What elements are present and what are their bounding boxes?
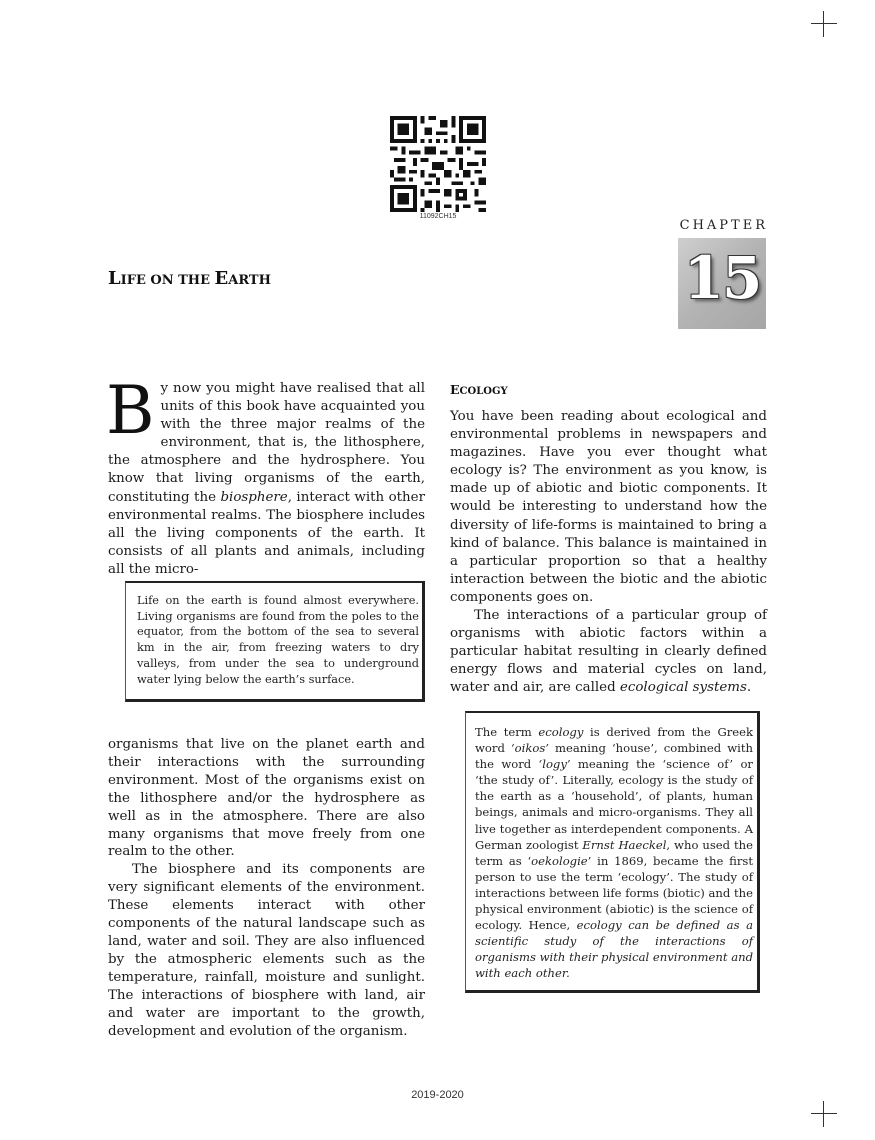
eco-systems-end: . <box>746 680 752 696</box>
chapter-title <box>108 268 271 289</box>
left-column-continued <box>108 736 425 1040</box>
intro-italic-term: biosphere <box>220 489 288 505</box>
section-heading-ecology <box>450 382 508 397</box>
box2-text-1: The term <box>475 725 539 739</box>
box2-italic-4: Ernst Haeckel <box>582 837 667 852</box>
paragraph-organisms: organisms that live on the planet earth and their interactions with the surrounding environment. Most of the organisms exist on the lithosphere and/or the hydrosphere as well as in the atmosphere. There are also many organisms that move freely from one realm to the other. <box>108 737 425 860</box>
box2-text-2: is derived from the Greek word <box>475 725 753 756</box>
chapter-number-box <box>678 238 766 329</box>
crop-mark-top-right <box>811 11 837 37</box>
box2-text-6: ’ in 1869, became the first person to use the term ‘ecology’. The study of interactions between life forms (biotic) and the physical environment (abiotic) is the science of ecology. Hence, <box>475 853 753 933</box>
drop-cap: B <box>106 372 155 449</box>
info-box-life-on-earth <box>125 581 425 702</box>
title-initial-1: L <box>108 268 121 289</box>
paragraph-ecology-intro: You have been reading about ecological and environmental problems in newspapers and magazines. Have you ever thought what ecology is? The environment as you know, is made up of abiotic and biotic components. It would be interesting to understand how the diversity of life-forms is maintained to bring a kind of balance. This balance is maintained in a particular proportion so that a healthy interaction between the biotic and the abiotic components goes on. <box>450 409 767 605</box>
box2-text-5: , who used the term as ‘ <box>475 837 753 868</box>
qr-code-label: 11092CH15 <box>419 213 457 220</box>
heading-rest: COLOGY <box>459 386 508 397</box>
title-part-1: IFE ON THE <box>120 273 215 288</box>
info-box-text: Life on the earth is found almost everywhere. Living organisms are found from the poles to the equator, from the bottom of the sea to several km in the air, from freezing waters to dry valleys, from under the sea to underground water lying below the earth’s surface. <box>137 594 419 686</box>
eco-systems-italic: ecological systems <box>619 680 747 696</box>
box2-italic-2: ‘oikos’ <box>510 741 549 756</box>
intro-text-end: , interact with other environmental realms. The biosphere includes all the living components of the earth. It consists of all plants and animals, including all the micro- <box>108 489 425 577</box>
box2-italic-1: ecology <box>538 725 584 739</box>
info-box-ecology-term <box>465 711 760 993</box>
crop-mark-bottom-right <box>811 1101 837 1127</box>
title-part-2: ARTH <box>228 273 271 288</box>
box2-italic-6: ecology can be defined as a scientific study of the interactions of organisms with their physical environment and with each other. <box>475 918 753 981</box>
box2-italic-5: oekologie <box>531 853 588 868</box>
heading-initial: E <box>450 382 460 397</box>
paragraph-biosphere: The biosphere and its components are very significant elements of the environment. These elements interact with other components of the natural landscape such as land, water and soil. They are also influenced by the atmospheric elements such as the temperature, rainfall, moisture and sunlight. The interactions of biosphere with land, air and water are important to the growth, development and evolution of the organism. <box>108 862 425 1039</box>
title-initial-2: E <box>214 268 229 289</box>
box2-text-3: meaning ‘house’, combined with the word <box>475 741 753 772</box>
left-column-intro <box>106 372 425 579</box>
qr-code-image <box>390 116 486 212</box>
intro-text: y now you might have realised that all units of this book have acquainted you with the three major realms of the environment, that is, the lithosphere, the atmosphere and the hydrosphere. You know that living organisms of the earth, constituting the <box>108 381 425 505</box>
right-column-text <box>450 408 767 698</box>
chapter-number: 15 <box>683 244 761 312</box>
box2-italic-3: ‘logy’ <box>538 757 571 772</box>
chapter-label: CHAPTER <box>679 218 768 233</box>
paragraph-ecological-systems <box>450 607 767 697</box>
footer-year: 2019-2020 <box>411 1089 464 1101</box>
box2-text-4: meaning the ‘science of’ or ‘the study of’. Literally, ecology is the study of the earth as a ‘household’, of plants, human beings, animals and micro-organisms. They all live together as interdependent components. A German zoologist <box>475 757 753 852</box>
eco-systems-text: The interactions of a particular group of organisms with abiotic factors within a particular habitat resulting in clearly defined energy flows and material cycles on land, water and air, are called <box>450 608 767 696</box>
